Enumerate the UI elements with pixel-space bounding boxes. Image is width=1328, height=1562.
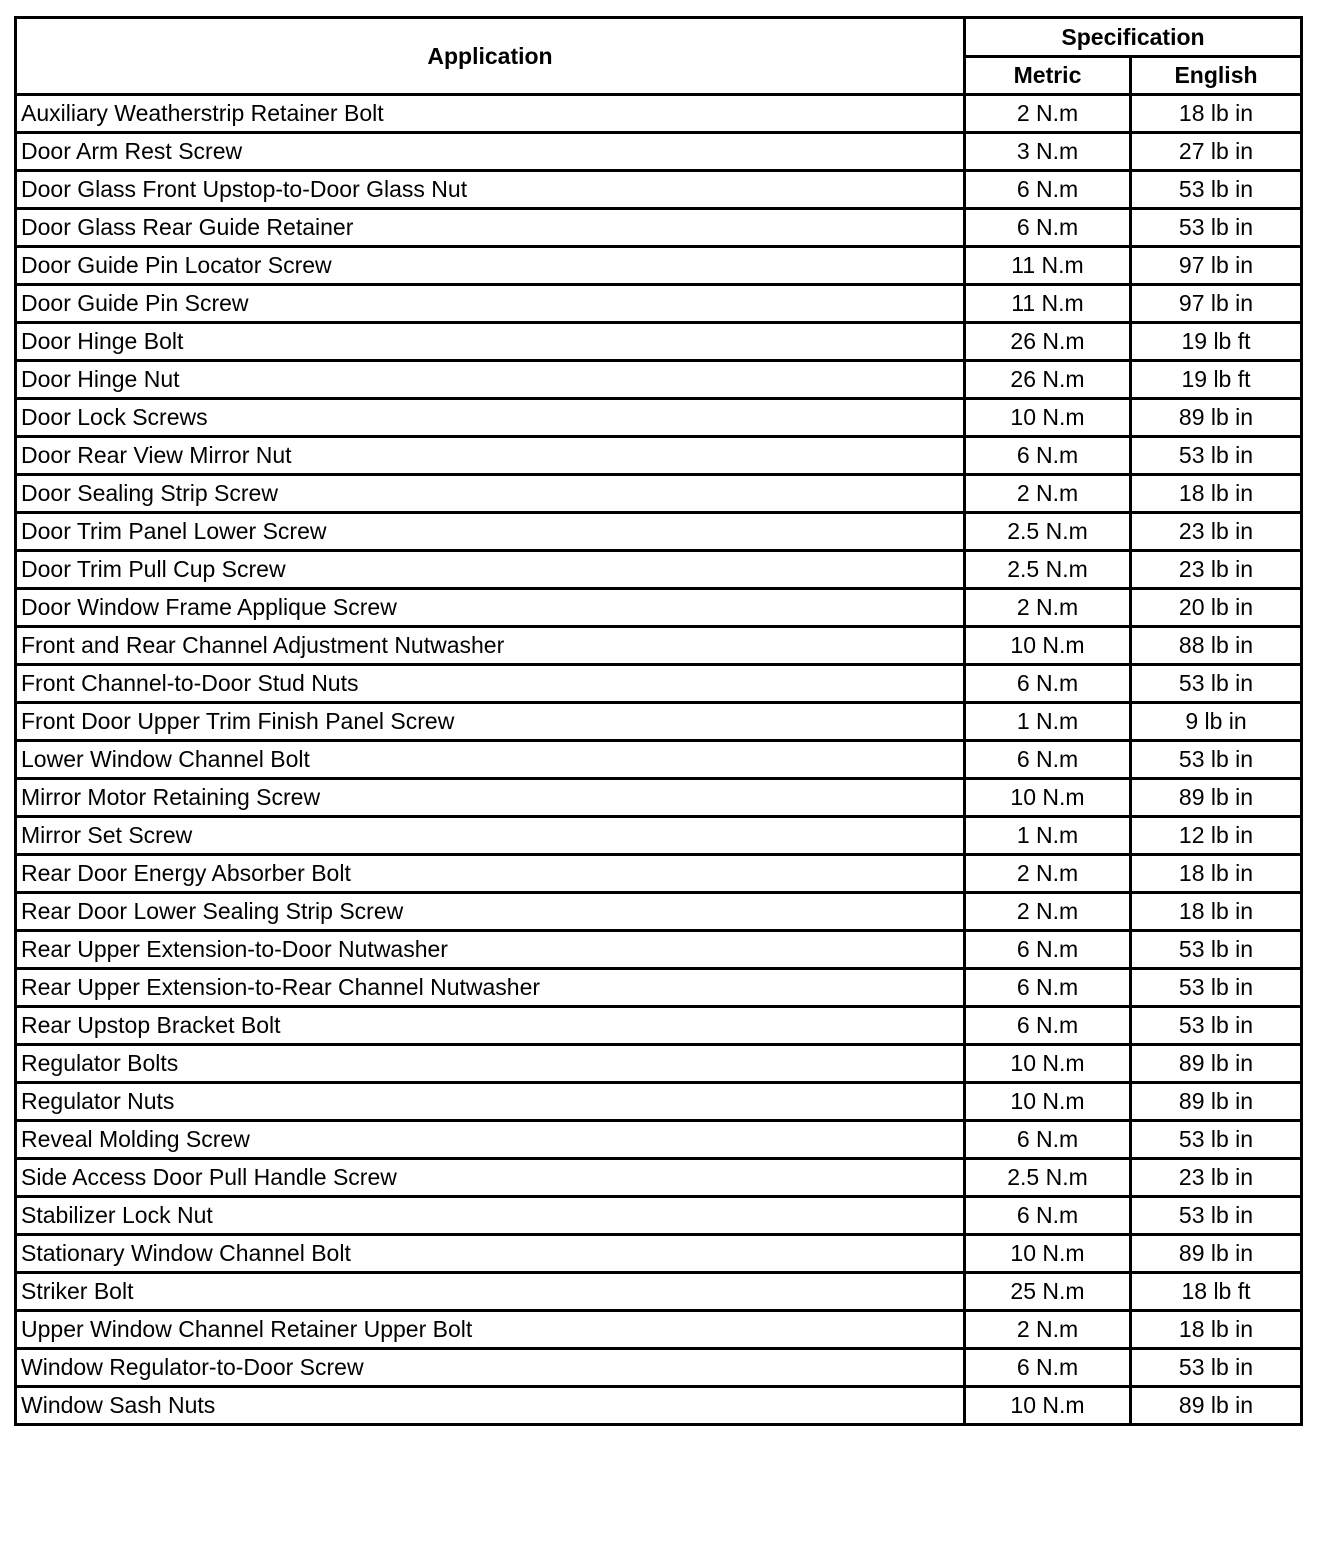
metric-value-cell: 3 N.m — [965, 133, 1131, 171]
application-cell: Auxiliary Weatherstrip Retainer Bolt — [16, 95, 965, 133]
english-value-cell: 18 lb ft — [1131, 1273, 1302, 1311]
english-value-cell: 18 lb in — [1131, 893, 1302, 931]
application-cell: Door Rear View Mirror Nut — [16, 437, 965, 475]
metric-value-cell: 10 N.m — [965, 1045, 1131, 1083]
metric-value-cell: 10 N.m — [965, 399, 1131, 437]
english-column-header: English — [1131, 57, 1302, 95]
table-row — [16, 399, 1302, 437]
application-cell: Door Sealing Strip Screw — [16, 475, 965, 513]
application-cell: Regulator Nuts — [16, 1083, 965, 1121]
metric-value-cell: 26 N.m — [965, 361, 1131, 399]
table-row — [16, 779, 1302, 817]
metric-column-header: Metric — [965, 57, 1131, 95]
english-value-cell: 89 lb in — [1131, 399, 1302, 437]
table-row — [16, 323, 1302, 361]
application-cell: Rear Upstop Bracket Bolt — [16, 1007, 965, 1045]
metric-value-cell: 10 N.m — [965, 1235, 1131, 1273]
english-value-cell: 23 lb in — [1131, 551, 1302, 589]
english-value-cell: 88 lb in — [1131, 627, 1302, 665]
table-row — [16, 1197, 1302, 1235]
metric-value-cell: 2.5 N.m — [965, 551, 1131, 589]
table-row — [16, 1007, 1302, 1045]
application-cell: Front Channel-to-Door Stud Nuts — [16, 665, 965, 703]
english-value-cell: 27 lb in — [1131, 133, 1302, 171]
english-value-cell: 53 lb in — [1131, 437, 1302, 475]
table-row — [16, 627, 1302, 665]
table-row — [16, 551, 1302, 589]
english-value-cell: 97 lb in — [1131, 247, 1302, 285]
english-value-cell: 53 lb in — [1131, 1349, 1302, 1387]
application-cell: Door Lock Screws — [16, 399, 965, 437]
table-row — [16, 1235, 1302, 1273]
application-cell: Front and Rear Channel Adjustment Nutwasher — [16, 627, 965, 665]
english-value-cell: 18 lb in — [1131, 1311, 1302, 1349]
english-value-cell: 53 lb in — [1131, 1007, 1302, 1045]
table-row — [16, 171, 1302, 209]
metric-value-cell: 6 N.m — [965, 1007, 1131, 1045]
metric-value-cell: 6 N.m — [965, 931, 1131, 969]
table-row — [16, 1121, 1302, 1159]
metric-value-cell: 2 N.m — [965, 475, 1131, 513]
application-cell: Mirror Motor Retaining Screw — [16, 779, 965, 817]
english-value-cell: 53 lb in — [1131, 741, 1302, 779]
english-value-cell: 19 lb ft — [1131, 361, 1302, 399]
application-cell: Regulator Bolts — [16, 1045, 965, 1083]
application-cell: Door Trim Panel Lower Screw — [16, 513, 965, 551]
table-row — [16, 665, 1302, 703]
english-value-cell: 18 lb in — [1131, 475, 1302, 513]
metric-value-cell: 26 N.m — [965, 323, 1131, 361]
table-row — [16, 1045, 1302, 1083]
metric-value-cell: 2 N.m — [965, 589, 1131, 627]
application-cell: Front Door Upper Trim Finish Panel Screw — [16, 703, 965, 741]
metric-value-cell: 10 N.m — [965, 627, 1131, 665]
table-row — [16, 1083, 1302, 1121]
application-cell: Striker Bolt — [16, 1273, 965, 1311]
application-cell: Side Access Door Pull Handle Screw — [16, 1159, 965, 1197]
metric-value-cell: 10 N.m — [965, 779, 1131, 817]
metric-value-cell: 1 N.m — [965, 817, 1131, 855]
specification-column-header: Specification — [965, 18, 1302, 57]
metric-value-cell: 2 N.m — [965, 95, 1131, 133]
table-row — [16, 589, 1302, 627]
table-row — [16, 1387, 1302, 1425]
application-cell: Rear Upper Extension-to-Door Nutwasher — [16, 931, 965, 969]
metric-value-cell: 6 N.m — [965, 969, 1131, 1007]
metric-value-cell: 10 N.m — [965, 1387, 1131, 1425]
metric-value-cell: 1 N.m — [965, 703, 1131, 741]
application-cell: Stationary Window Channel Bolt — [16, 1235, 965, 1273]
english-value-cell: 18 lb in — [1131, 95, 1302, 133]
application-cell: Rear Door Energy Absorber Bolt — [16, 855, 965, 893]
english-value-cell: 12 lb in — [1131, 817, 1302, 855]
metric-value-cell: 10 N.m — [965, 1083, 1131, 1121]
english-value-cell: 89 lb in — [1131, 1387, 1302, 1425]
english-value-cell: 53 lb in — [1131, 171, 1302, 209]
table-row — [16, 741, 1302, 779]
english-value-cell: 89 lb in — [1131, 779, 1302, 817]
table-row — [16, 247, 1302, 285]
english-value-cell: 9 lb in — [1131, 703, 1302, 741]
application-cell: Door Window Frame Applique Screw — [16, 589, 965, 627]
table-row — [16, 95, 1302, 133]
table-row — [16, 1159, 1302, 1197]
metric-value-cell: 2 N.m — [965, 1311, 1131, 1349]
english-value-cell: 89 lb in — [1131, 1235, 1302, 1273]
english-value-cell: 89 lb in — [1131, 1083, 1302, 1121]
table-row — [16, 931, 1302, 969]
english-value-cell: 18 lb in — [1131, 855, 1302, 893]
english-value-cell: 53 lb in — [1131, 931, 1302, 969]
metric-value-cell: 2.5 N.m — [965, 513, 1131, 551]
metric-value-cell: 6 N.m — [965, 437, 1131, 475]
english-value-cell: 53 lb in — [1131, 969, 1302, 1007]
metric-value-cell: 6 N.m — [965, 741, 1131, 779]
table-row — [16, 475, 1302, 513]
application-cell: Door Trim Pull Cup Screw — [16, 551, 965, 589]
application-cell: Rear Upper Extension-to-Rear Channel Nutwasher — [16, 969, 965, 1007]
application-cell: Rear Door Lower Sealing Strip Screw — [16, 893, 965, 931]
english-value-cell: 23 lb in — [1131, 513, 1302, 551]
english-value-cell: 53 lb in — [1131, 1121, 1302, 1159]
application-cell: Reveal Molding Screw — [16, 1121, 965, 1159]
metric-value-cell: 2 N.m — [965, 855, 1131, 893]
application-cell: Door Guide Pin Screw — [16, 285, 965, 323]
application-cell: Mirror Set Screw — [16, 817, 965, 855]
application-cell: Window Regulator-to-Door Screw — [16, 1349, 965, 1387]
metric-value-cell: 6 N.m — [965, 665, 1131, 703]
table-row — [16, 969, 1302, 1007]
metric-value-cell: 6 N.m — [965, 209, 1131, 247]
table-row — [16, 1311, 1302, 1349]
application-cell: Stabilizer Lock Nut — [16, 1197, 965, 1235]
table-row — [16, 817, 1302, 855]
english-value-cell: 53 lb in — [1131, 209, 1302, 247]
metric-value-cell: 6 N.m — [965, 171, 1131, 209]
english-value-cell: 23 lb in — [1131, 1159, 1302, 1197]
table-row — [16, 209, 1302, 247]
english-value-cell: 53 lb in — [1131, 665, 1302, 703]
table-row — [16, 513, 1302, 551]
english-value-cell: 97 lb in — [1131, 285, 1302, 323]
application-cell: Upper Window Channel Retainer Upper Bolt — [16, 1311, 965, 1349]
metric-value-cell: 6 N.m — [965, 1121, 1131, 1159]
english-value-cell: 19 lb ft — [1131, 323, 1302, 361]
application-column-header: Application — [16, 18, 965, 95]
application-cell: Door Hinge Nut — [16, 361, 965, 399]
metric-value-cell: 11 N.m — [965, 247, 1131, 285]
table-row — [16, 1349, 1302, 1387]
table-row — [16, 133, 1302, 171]
metric-value-cell: 6 N.m — [965, 1197, 1131, 1235]
table-row — [16, 437, 1302, 475]
table-header — [16, 18, 1302, 95]
application-cell: Door Glass Rear Guide Retainer — [16, 209, 965, 247]
table-row — [16, 703, 1302, 741]
metric-value-cell: 6 N.m — [965, 1349, 1131, 1387]
table-row — [16, 361, 1302, 399]
table-body — [16, 95, 1302, 1425]
english-value-cell: 20 lb in — [1131, 589, 1302, 627]
english-value-cell: 53 lb in — [1131, 1197, 1302, 1235]
metric-value-cell: 11 N.m — [965, 285, 1131, 323]
application-cell: Door Glass Front Upstop-to-Door Glass Nut — [16, 171, 965, 209]
table-row — [16, 1273, 1302, 1311]
application-cell: Door Guide Pin Locator Screw — [16, 247, 965, 285]
application-cell: Door Arm Rest Screw — [16, 133, 965, 171]
metric-value-cell: 2.5 N.m — [965, 1159, 1131, 1197]
table-row — [16, 893, 1302, 931]
application-cell: Lower Window Channel Bolt — [16, 741, 965, 779]
fastener-torque-table — [14, 16, 1303, 1426]
english-value-cell: 89 lb in — [1131, 1045, 1302, 1083]
application-cell: Door Hinge Bolt — [16, 323, 965, 361]
table-row — [16, 855, 1302, 893]
table-row — [16, 285, 1302, 323]
metric-value-cell: 25 N.m — [965, 1273, 1131, 1311]
application-cell: Window Sash Nuts — [16, 1387, 965, 1425]
metric-value-cell: 2 N.m — [965, 893, 1131, 931]
